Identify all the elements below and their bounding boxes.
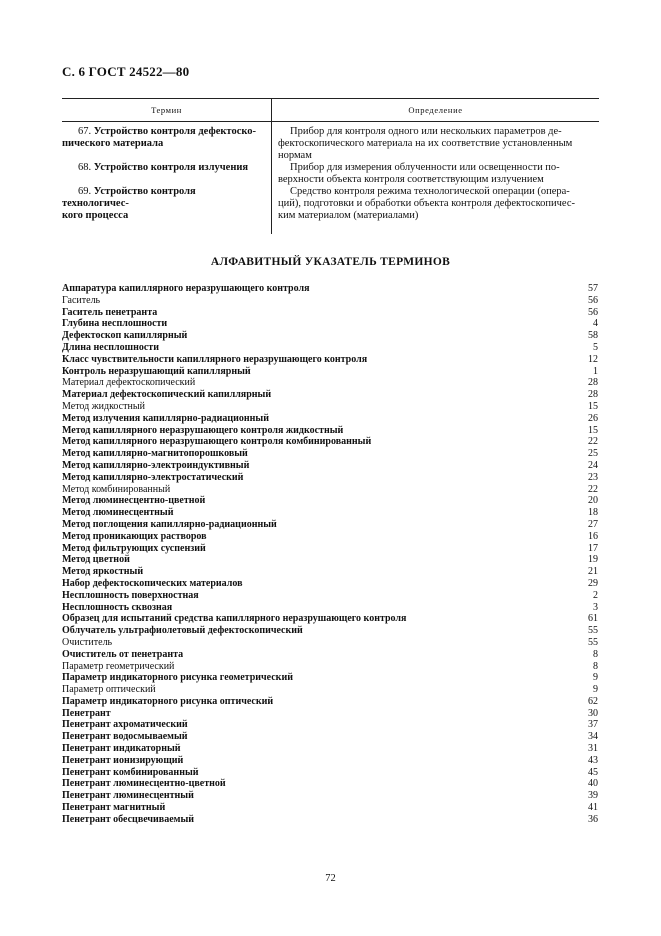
definition-cell xyxy=(278,186,599,222)
index-term: Метод капиллярно-электростатический xyxy=(62,471,244,483)
index-term-number: 5 xyxy=(593,341,598,353)
index-entry xyxy=(62,507,598,519)
index-entry xyxy=(62,613,598,625)
index-entry xyxy=(62,590,598,602)
index-term-number: 22 xyxy=(588,483,598,495)
index-term-number: 58 xyxy=(588,330,598,342)
index-entry xyxy=(62,755,598,767)
index-entry xyxy=(62,790,598,802)
term-cell xyxy=(62,162,262,174)
column-header-definition: Определение xyxy=(408,105,463,115)
index-entry xyxy=(62,354,598,366)
page-header: С. 6 ГОСТ 24522—80 xyxy=(62,64,190,79)
index-term-number: 24 xyxy=(588,459,598,471)
index-term-number: 4 xyxy=(593,318,598,330)
index-term-number: 28 xyxy=(588,377,598,389)
index-term: Метод люминесцентный xyxy=(62,507,174,519)
index-term-number: 12 xyxy=(588,353,598,365)
index-term: Пенетрант магнитный xyxy=(62,802,166,814)
index-term-number: 29 xyxy=(588,577,598,589)
index-entry xyxy=(62,472,598,484)
index-term-number: 36 xyxy=(588,813,598,825)
term-text: Устройство контроля технологичес- xyxy=(62,186,196,209)
index-term-number: 57 xyxy=(588,283,598,294)
index-entry xyxy=(62,708,598,720)
index-term-number: 31 xyxy=(588,743,598,755)
index-term: Метод жидкостный xyxy=(62,400,145,412)
index-term-number: 61 xyxy=(588,613,598,625)
index-entry xyxy=(62,802,598,814)
index-term: Метод цветной xyxy=(62,554,130,566)
index-entry xyxy=(62,531,598,543)
definition-line: верхности объекта контроля соответствующим излучением xyxy=(278,174,544,185)
index-entry xyxy=(62,696,598,708)
definition-line: ций), подготовки и обработки объекта контроля дефектоскопичес- xyxy=(278,198,575,209)
index-title: АЛФАВИТНЫЙ УКАЗАТЕЛЬ ТЕРМИНОВ xyxy=(210,256,451,268)
index-term: Параметр геометрический xyxy=(62,660,175,672)
index-entry xyxy=(62,307,598,319)
index-term: Параметр индикаторного рисунка геометрический xyxy=(62,672,293,684)
index-term-number: 39 xyxy=(588,790,598,802)
index-term-number: 3 xyxy=(593,601,598,613)
index-term-number: 15 xyxy=(588,424,598,436)
index-term: Пенетрант обесцвечиваемый xyxy=(62,813,195,825)
index-entry xyxy=(62,578,598,590)
index-entry xyxy=(62,413,598,425)
index-term: Пенетрант комбинированный xyxy=(62,766,199,778)
index-entry xyxy=(62,649,598,661)
index-term: Набор дефектоскопических материалов xyxy=(62,577,243,589)
index-entry xyxy=(62,767,598,779)
column-divider xyxy=(271,122,272,234)
definition-line: Прибор для измерения облученности или освещенности по- xyxy=(290,162,560,173)
index-term: Несплошность поверхностная xyxy=(62,589,199,601)
index-term-number: 2 xyxy=(593,589,598,601)
index-term: Параметр оптический xyxy=(62,684,156,696)
index-term-number: 45 xyxy=(588,766,598,778)
index-term-number: 34 xyxy=(588,731,598,743)
definition-line: ким материалом (материалами) xyxy=(278,210,419,221)
index-term: Метод капиллярно-электроиндуктивный xyxy=(62,459,250,471)
index-entry xyxy=(62,731,598,743)
index-term: Метод излучения капиллярно-радиационный xyxy=(62,412,269,424)
table-header xyxy=(62,98,599,122)
index-term: Метод фильтрующих суспензий xyxy=(62,542,206,554)
index-term: Контроль неразрушающий капиллярный xyxy=(62,365,251,377)
index-term-number: 25 xyxy=(588,448,598,460)
index-term: Аппаратура капиллярного неразрушающего контроля xyxy=(62,283,310,294)
index-term-number: 18 xyxy=(588,507,598,519)
index-term: Гаситель xyxy=(62,294,101,306)
definition-line: фектоскопического материала на их соответствие установленным xyxy=(278,138,573,149)
index-term-number: 9 xyxy=(593,684,598,696)
index-entry xyxy=(62,425,598,437)
index-entry xyxy=(62,719,598,731)
index-entry xyxy=(62,566,598,578)
index-term-number: 19 xyxy=(588,554,598,566)
index-entry xyxy=(62,295,598,307)
index-term-number: 55 xyxy=(588,636,598,648)
term-cell xyxy=(62,186,262,222)
terms-table xyxy=(62,98,599,221)
index-term-number: 56 xyxy=(588,306,598,318)
term-cell xyxy=(62,126,262,150)
index-term: Очиститель от пенетранта xyxy=(62,648,184,660)
index-term: Метод проникающих растворов xyxy=(62,530,207,542)
index-term: Пенетрант ахроматический xyxy=(62,719,188,731)
index-term: Метод капиллярно-магнитопорошковый xyxy=(62,448,248,460)
index-entry xyxy=(62,495,598,507)
index-term-number: 43 xyxy=(588,754,598,766)
index-term-number: 8 xyxy=(593,648,598,660)
index-term-number: 1 xyxy=(593,365,598,377)
index-term-number: 21 xyxy=(588,566,598,578)
index-term-number: 22 xyxy=(588,436,598,448)
index-term-number: 8 xyxy=(593,660,598,672)
index-term: Несплошность сквозная xyxy=(62,601,173,613)
index-term-number: 41 xyxy=(588,802,598,814)
index-term: Образец для испытаний средства капиллярного неразрушающего контроля xyxy=(62,613,407,625)
term-number: 69. xyxy=(78,186,92,197)
index-entry xyxy=(62,366,598,378)
index-term-number: 27 xyxy=(588,518,598,530)
index-entry xyxy=(62,661,598,673)
column-header-term: Термин xyxy=(151,105,182,115)
index-entry xyxy=(62,519,598,531)
index-term: Глубина несплошности xyxy=(62,318,168,330)
index-term: Метод капиллярного неразрушающего контроля комбинированный xyxy=(62,436,372,448)
index-entry xyxy=(62,460,598,472)
index-term: Метод комбинированный xyxy=(62,483,171,495)
index-term: Метод яркостный xyxy=(62,566,144,578)
index-entry xyxy=(62,602,598,614)
index-term: Материал дефектоскопический xyxy=(62,377,196,389)
index-term-number: 30 xyxy=(588,707,598,719)
index-term-number: 17 xyxy=(588,542,598,554)
index-term: Пенетрант люминесцентно-цветной xyxy=(62,778,226,790)
index-term: Метод капиллярного неразрушающего контроля жидкостный xyxy=(62,424,344,436)
index-entry xyxy=(62,377,598,389)
index-term: Метод поглощения капиллярно-радиационный xyxy=(62,518,277,530)
index-entry xyxy=(62,389,598,401)
index-term: Класс чувствительности капиллярного неразрушающего контроля xyxy=(62,353,368,365)
index-term-number: 23 xyxy=(588,471,598,483)
index-entry xyxy=(62,330,598,342)
index-term-number: 16 xyxy=(588,530,598,542)
index-entry xyxy=(62,401,598,413)
index-entry xyxy=(62,448,598,460)
index-entry xyxy=(62,672,598,684)
index-term: Материал дефектоскопический капиллярный xyxy=(62,389,272,401)
index-term-number: 28 xyxy=(588,389,598,401)
index-term: Очиститель xyxy=(62,636,113,648)
term-text: Устройство контроля дефектоско- xyxy=(93,126,257,137)
term-text-continued: пического материала xyxy=(62,138,164,149)
index-entry xyxy=(62,637,598,649)
definition-line: Прибор для контроля одного или нескольких параметров де- xyxy=(290,126,562,137)
index-entry xyxy=(62,436,598,448)
index-term: Параметр индикаторного рисунка оптический xyxy=(62,695,274,707)
index-term: Дефектоскоп капиллярный xyxy=(62,330,188,342)
index-term: Гаситель пенетранта xyxy=(62,306,158,318)
definition-line: нормам xyxy=(278,150,312,161)
index-term-number: 56 xyxy=(588,294,598,306)
index-term: Длина несплошности xyxy=(62,341,159,353)
index-entry xyxy=(62,283,598,295)
index-term-number: 9 xyxy=(593,672,598,684)
index-term-number: 37 xyxy=(588,719,598,731)
index-entry xyxy=(62,554,598,566)
index-term: Пенетрант люминесцентный xyxy=(62,790,194,802)
definition-cell xyxy=(278,162,599,186)
index-term-number: 40 xyxy=(588,778,598,790)
index-entry xyxy=(62,684,598,696)
index-entry xyxy=(62,543,598,555)
definition-line: Средство контроля режима технологической операции (опера- xyxy=(290,186,570,197)
definition-cell xyxy=(278,126,599,162)
index-entry xyxy=(62,318,598,330)
term-number: 67. xyxy=(78,126,92,137)
index-entry xyxy=(62,484,598,496)
index-term-number: 62 xyxy=(588,695,598,707)
index-term-number: 55 xyxy=(588,625,598,637)
index-term: Облучатель ультрафиолетовый дефектоскопический xyxy=(62,625,303,637)
index-term-number: 15 xyxy=(588,400,598,412)
index-term: Метод люминесцентно-цветной xyxy=(62,495,206,507)
index-entry xyxy=(62,625,598,637)
index-term: Пенетрант ионизирующий xyxy=(62,754,184,766)
index-entry xyxy=(62,743,598,755)
page-number: 72 xyxy=(325,873,336,884)
term-text: Устройство контроля излучения xyxy=(93,162,249,173)
index-term: Пенетрант xyxy=(62,707,111,719)
term-text-continued: кого процесса xyxy=(62,210,129,221)
index-entry xyxy=(62,342,598,354)
index-term: Пенетрант водосмываемый xyxy=(62,731,188,743)
term-number: 68. xyxy=(78,162,92,173)
index-term-number: 20 xyxy=(588,495,598,507)
index-entry xyxy=(62,778,598,790)
index-term: Пенетрант индикаторный xyxy=(62,743,181,755)
index-entry xyxy=(62,814,598,826)
index-term-number: 26 xyxy=(588,412,598,424)
alphabetical-index xyxy=(62,283,598,826)
